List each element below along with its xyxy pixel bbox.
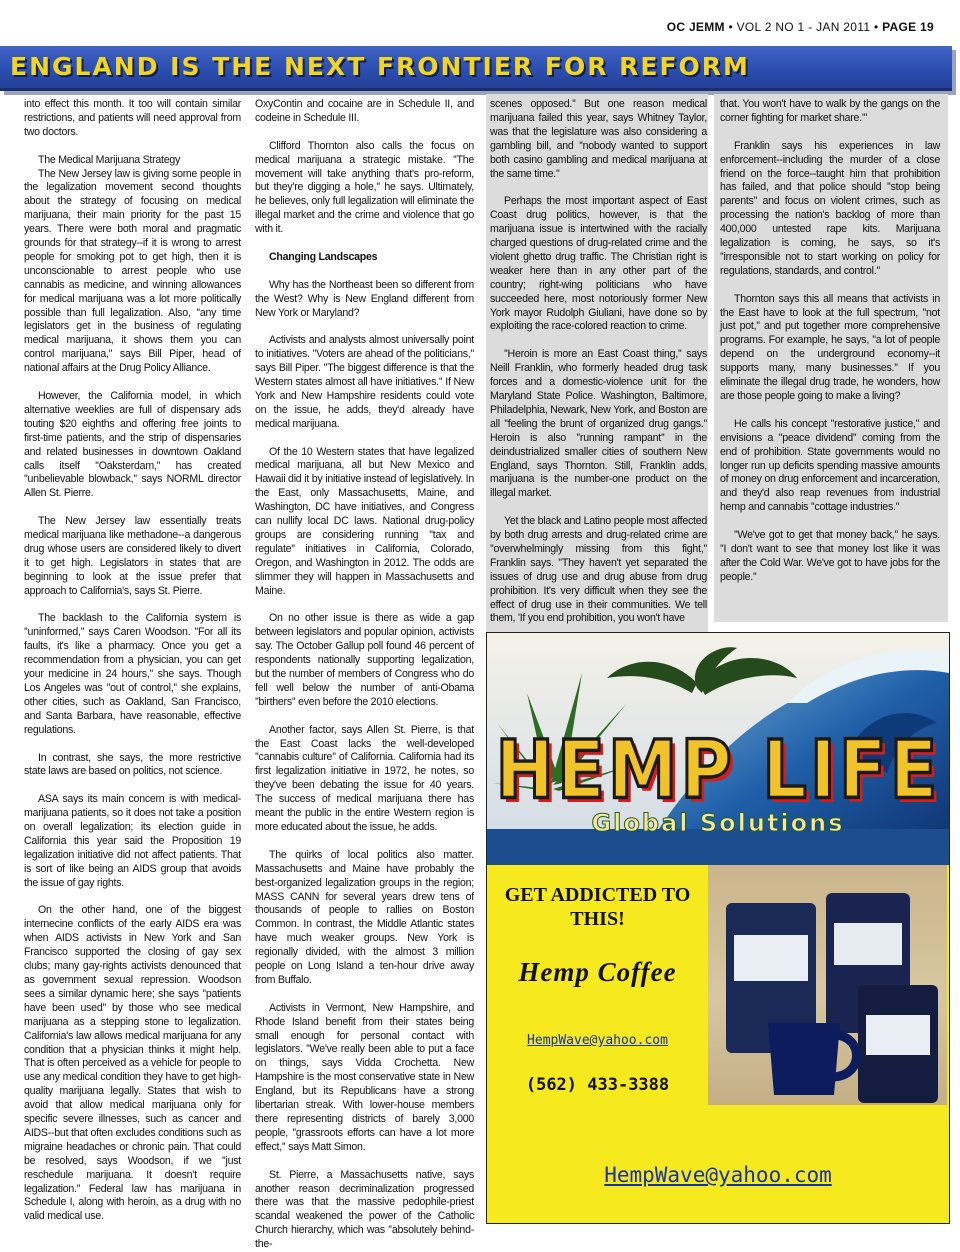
paragraph: Franklin says his experiences in law enforcement--including the murder of a close friend on the force--taught him that prohibition has failed, and that police should ''stop being parents'' and focus on violent crimes, such as processing the nation's backlog of more than 400,000 untested rape kits. Marijuana legalization is coming, he says, so it's ''irresponsible not to start working on policy for regulations, standards, and control.'' [720,139,940,277]
paragraph: Clifford Thornton also calls the focus on medical marijuana a strategic mistake. ''The movement will take anything that's pro-reform, but they're digging a hole,'' he says. Ultimately, he believes, only full legalization will eliminate the illegal market and the crime and violence that go with it. [255,139,474,236]
ad-brand-logo: HEMP LIFE [495,722,941,818]
paragraph: scenes opposed.'' But one reason medical marijuana failed this year, says Whitney Taylor, was that the legislature was also considering a gambling bill, and ''nobody wanted to support both casino gambling and medical marijuana at the same time.'' [490,98,707,180]
paragraph: Yet the black and Latino people most affected by both drug arrests and drug-related crime are ''overwhelmingly missing from this fight,'' Franklin says. ''They haven't yet separated the issues of drug use and drug abuse from drug prohibition. It's very difficult when they see the effect of drug use in their communities. We tell them, 'If you end prohibition, you won't have [490,515,707,625]
paragraph: Of the 10 Western states that have legalized medical marijuana, all but New Mexico and Hawaii did it by initiative instead of legislatively. In the East, only Massachusetts, Maine, and Washington, DC have initiatives, and Congress can nullify local DC laws. National drug-policy groups are considering running ''tax and regulate'' initiatives in California, Colorado, Oregon, and Washington in 2012. The odds are slimmer they will happen in Massachusetts and Maine. [255,445,474,597]
paragraph: Thornton says this all means that activists in the East have to look at the full spectrum, ''not just pot,'' and put together more comprehensive programs. For example, he says, ''a lot of people depend on the underground economy--it supports many, many businesses.'' If you eliminate the illegal drug trade, he wonders, how are those people going to make a living? [720,292,940,402]
paragraph: ''Heroin is more an East Coast thing,'' says Neill Franklin, who formerly headed drug task forces and a domestic-violence unit for the Maryland State Police. Washington, Baltimore, Philadelphia, Newark, New York, and Boston are all ''feeling the brunt of organized drug gangs.'' Heroin is also ''running rampant'' in the deindustrialized smaller cities of southern New England, says Thornton. Still, Franklin adds, marijuana is the number-one product on the illegal market. [490,348,707,500]
publication-name: OC JEMM [666,20,725,34]
paragraph: St. Pierre, a Massachusetts native, says another reason decriminalization progressed there was that the massive pedophile-priest scandal weakened the power of the Catholic Church hierarchy, which was ''absolutely behind-the- [255,1168,474,1251]
paragraph: Activists in Vermont, New Hampshire, and Rhode Island benefit from their states being small enough for personal contact with legislators. ''We've really been able to put a face on things, says Vidda Crochetta. New Hampshire is the most conservative state in New England, but its Republicans have a strong libertarian streak. With lower-house members there representing districts of barely 3,000 people, ''grassroots efforts can have a lot more effect,'' says Matt Simon. [255,1001,474,1153]
paragraph: Why has the Northeast been so different from the West? Why is New England different from New York or Maryland? [255,278,474,319]
article-column-2 [255,98,474,1251]
paragraph: On the other hand, one of the biggest internecine conflicts of the early AIDS era was when AIDS activists in New York and San Francisco supported the closing of gay sex clubs; many gay-rights activists denounced that as government sexual repression. Woodson sees a similar dynamic here; she says ''patients have been used'' by those who see medical marijuana as a stepping stone to legalization. California's law allows medical marijuana for any condition that a physician thinks it might help. That is often perceived as a vehicle for people to use any medical condition they have to get high-quality marijuana legally. States that wish to avoid that allow medical marijuana only for specific severe illnesses, such as cancer and AIDS--but that often excludes conditions such as migraine headaches or chronic pain. That could be resolved, says Woodson, if we ''just reschedule marijuana. It doesn't require legalization.'' Federal law has marijuana in Schedule I, along with heroin, as a drug with no valid medical use. [24,904,241,1223]
ad-brand-subtitle: Global Solutions [591,809,845,837]
folio-bullet: • [728,20,737,34]
paragraph: The New Jersey law is giving some people in the legalization movement second thoughts about the strategy of focusing on medical marijuana, their main priority for the past 15 years. There were both moral and pragmatic grounds for that strategy--if it is wrong to arrest people for smoking pot to get high, then it is unconscionable to arrest people who use cannabis as medicine, and winning allowances for medical marijuana was a lot more politically possible than full legalization. Also, ''any time legislators get in the business of regulating medical marijuana, it shows them you can control marijuana,'' says Bill Piper, head of national affairs at the Drug Policy Alliance. [24,167,241,375]
page-number: PAGE 19 [882,20,934,34]
paragraph: On no other issue is there as wide a gap between legislators and popular opinion, activists say. The October Gallup poll found 46 percent of respondents nationally supporting legalization, but the number of members of Congress who do fell well below the number of anti-Obama ''birthers'' even before the 2010 elections. [255,612,474,708]
article-column-1 [24,98,241,1223]
paragraph: Perhaps the most important aspect of East Coast drug politics, however, is that the marijuana issue is intertwined with the racially charged questions of drug-related crime and the violent ghetto drug traffic. The Christian right is weaker here than in any other part of the country; right-wing politicians who have succeeded here, most notoriously former New York mayor Rudolph Giuliani, have done so by exploiting the race-colored reaction to crime. [490,195,707,333]
paragraph: OxyContin and cocaine are in Schedule II, and codeine in Schedule III. [255,98,474,124]
folio-bullet: • [873,20,883,34]
paragraph: The quirks of local politics also matter. Massachusetts and Maine have probably the best-organized legalization groups in the region; MASS CANN for several years drew tens of thousands of people to rallies on Boston Common. In contrast, the Middle Atlantic states have much weaker groups. New York is regionally divided, with the almost 3 million people on Long Island a ten-hour drive away from Buffalo. [255,848,474,986]
ad-email-link[interactable]: HempWave@yahoo.com [527,1033,668,1048]
ad-phone-number: (562) 433-3388 [525,1075,670,1095]
ad-product-photo [708,865,947,1105]
hemp-life-advertisement [486,632,950,1224]
paragraph: ''We've got to get that money back,'' he says. ''I don't want to see that money lost like it was after the Cold War. We've got to have jobs for the people.'' [720,529,940,583]
ad-tagline: GET ADDICTED TO THIS! [504,884,691,930]
section-heading: Changing Landscapes [269,250,378,263]
article-column-4 [720,98,940,608]
subheading: The Medical Marijuana Strategy [38,153,181,166]
headline: ENGLAND IS THE NEXT FRONTIER FOR REFORM [10,52,750,81]
mug-icon [768,1023,840,1095]
ad-product-name: Hemp Coffee [518,957,677,987]
paragraph: The New Jersey law essentially treats medical marijuana like methadone--a dangerous drug whose users are considered likely to divert it to get high. Legislators in states that are beginning to look at the issue prefer that approach to California's, says St. Pierre. [24,515,241,597]
paragraph: The backlash to the California system is ''uninformed,'' says Caren Woodson. ''For all its faults, it's like a pharmacy. Once you get a recommendation from a physician, you can get your medicine in 24 hours,'' she says. Though Los Angeles was ''out of control,'' she explains, other cities, such as Oakland, San Francisco, and Santa Barbara, have reasonable, effective regulations. [24,612,241,736]
paragraph: Another factor, says Allen St. Pierre, is that the East Coast lacks the well-developed ''cannabis culture'' of California. California had its first legalization initiative in 1972, he notes, so they've been debating the issue for 40 years. The success of medical marijuana there has meant the public in the entire Western region is more educated about the issue, he adds. [255,723,474,834]
ad-email-link-large[interactable]: HempWave@yahoo.com [604,1163,832,1187]
paragraph: ASA says its main concern is with medical-marijuana patients, so it does not take a position on overall legalization; its election guide in California this year said the Proposition 19 legalization initiative did not affect patients. That is sort of like being an AIDS group that avoids the issue of gay rights. [24,793,241,889]
headline-banner [0,46,952,91]
paragraph: that. You won't have to walk by the gangs on the corner fighting for market share.''' [720,98,940,124]
paragraph: Activists and analysts almost universally point to initiatives. ''Voters are ahead of the politicians,'' says Bill Piper. ''The biggest difference is that the Western states almost all have initiatives.'' If New York and New Hampshire residents could vote on the issue, he adds, they'd already have medical marijuana. [255,334,474,430]
paragraph: However, the California model, in which alternative weeklies are full of dispensary ads touting $20 eighths and offering free joints to first-time patients, and the strip of dispensaries and related businesses in downtown Oakland calls itself ''Oaksterdam,'' has created ''unbelievable blowback,'' says NORML director Allen St. Pierre. [24,390,241,500]
paragraph: In contrast, she says, the more restrictive state laws are based on politics, not science. [24,751,241,778]
article-column-3 [490,98,707,625]
paragraph: into effect this month. It too will contain similar restrictions, and patients will need approval from two doctors. [24,98,241,138]
paragraph: He calls his concept ''restorative justice,'' and envisions a ''peace dividend'' coming from the end of prohibition. State governments would no longer run up deficits spending massive amounts of money on drug enforcement and incarceration, and they'd also reap revenues from industrial hemp and cannabis ''cottage industries.'' [720,417,940,514]
page-folio [667,20,934,34]
issue-info: VOL 2 NO 1 - JAN 2011 [736,20,871,34]
